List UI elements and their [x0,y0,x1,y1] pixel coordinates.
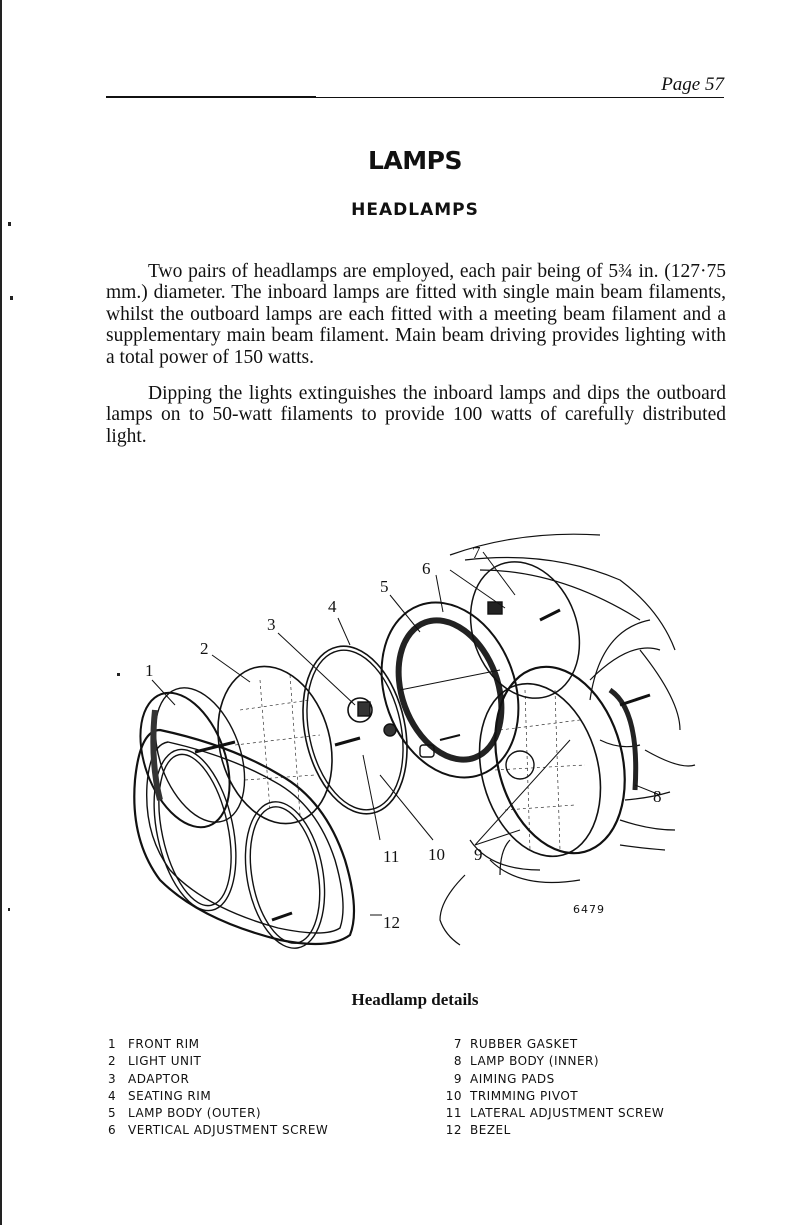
leader-10 [380,775,433,840]
paragraph-1: Two pairs of headlamps are employed, each pair being of 5¾ in. (127·75 mm.) diameter. The inboard lamps are fitted with single main beam filaments, whilst the outboard lamps are each fitted with a meeting beam filament and a supplementary main beam filament. Main beam driving provides lighting with a total power of 150 watts. [106,260,726,368]
section-title: LAMPS [368,146,462,175]
callout-1: 1 [145,661,154,680]
legend-number: 7 [453,1037,462,1051]
legend-item [440,1122,664,1139]
light-unit [195,653,349,836]
headlamp-exploded-diagram [120,530,700,950]
adaptor [335,698,372,745]
callout-3: 3 [267,615,276,634]
page-number: Page 57 [661,74,724,95]
callout-4: 4 [328,597,337,616]
legend-number: 2 [108,1054,117,1069]
legend-item [440,1071,664,1088]
legend-label: LATERAL ADJUSTMENT SCREW [470,1106,665,1121]
header-rule [106,97,724,98]
leader-4 [338,618,350,645]
leader-7 [483,552,515,595]
legend-number: 1 [108,1037,117,1051]
legend-number: 9 [453,1071,462,1086]
callout-11: 11 [383,847,400,866]
legend-number: 12 [445,1123,462,1138]
leader-3 [278,633,355,705]
legend-label: RUBBER GASKET [470,1037,578,1051]
legend-number: 6 [108,1123,117,1138]
scan-speck [10,296,13,300]
callout-10: 10 [428,845,445,864]
legend-number: 4 [108,1088,117,1103]
legend-item [108,1088,328,1105]
legend-item [440,1036,664,1053]
legend-number: 3 [108,1071,117,1086]
rubber-gasket [452,546,598,713]
callout-6: 6 [422,559,431,578]
figure-code: 6479 [573,903,605,916]
legend-label: BEZEL [470,1123,511,1138]
figure-caption: Headlamp details [351,990,479,1009]
legend-item [108,1053,328,1070]
legend-item [108,1105,328,1122]
callout-12: 12 [383,913,400,932]
legend-label: LAMP BODY (INNER) [470,1054,600,1069]
legend-item [440,1053,664,1070]
parts-legend-right [440,1036,664,1140]
parts-legend-left [108,1036,328,1140]
legend-label: ADAPTOR [128,1071,190,1086]
leader-6a [436,575,443,612]
leader-9a [475,740,570,845]
legend-label: SEATING RIM [128,1088,212,1103]
callout-2: 2 [200,639,209,658]
lamp-body-outer [358,583,542,797]
page-edge [0,0,2,1225]
legend-number: 11 [445,1106,462,1121]
legend-number: 8 [453,1054,462,1069]
paragraph-2: Dipping the lights extinguishes the inboard lamps and dips the outboard lamps on to 50-watt filaments to provide 100 watts of carefully distributed light. [106,382,726,447]
legend-number: 5 [108,1106,117,1121]
legend-item [108,1036,328,1053]
leader-6b [450,570,505,608]
bezel [134,730,354,950]
legend-item [440,1105,664,1122]
legend-label: TRIMMING PIVOT [470,1088,579,1103]
callout-9: 9 [474,845,483,864]
scan-speck [8,908,10,911]
legend-label: FRONT RIM [128,1037,200,1051]
callout-5: 5 [380,577,389,596]
legend-item [440,1088,664,1105]
legend-label: LIGHT UNIT [128,1054,202,1069]
callout-7: 7 [472,543,481,562]
legend-number: 10 [445,1088,462,1103]
legend-label: VERTICAL ADJUSTMENT SCREW [128,1123,329,1138]
legend-item [108,1122,328,1139]
leader-2 [212,655,250,682]
callout-8: 8 [653,787,662,806]
legend-label: LAMP BODY (OUTER) [128,1106,262,1121]
legend-label: AIMING PADS [470,1071,555,1086]
legend-item [108,1071,328,1088]
scan-speck [8,222,11,226]
leader-11 [363,755,380,840]
car-body-outline [440,534,695,945]
subsection-title: HEADLAMPS [351,200,479,220]
